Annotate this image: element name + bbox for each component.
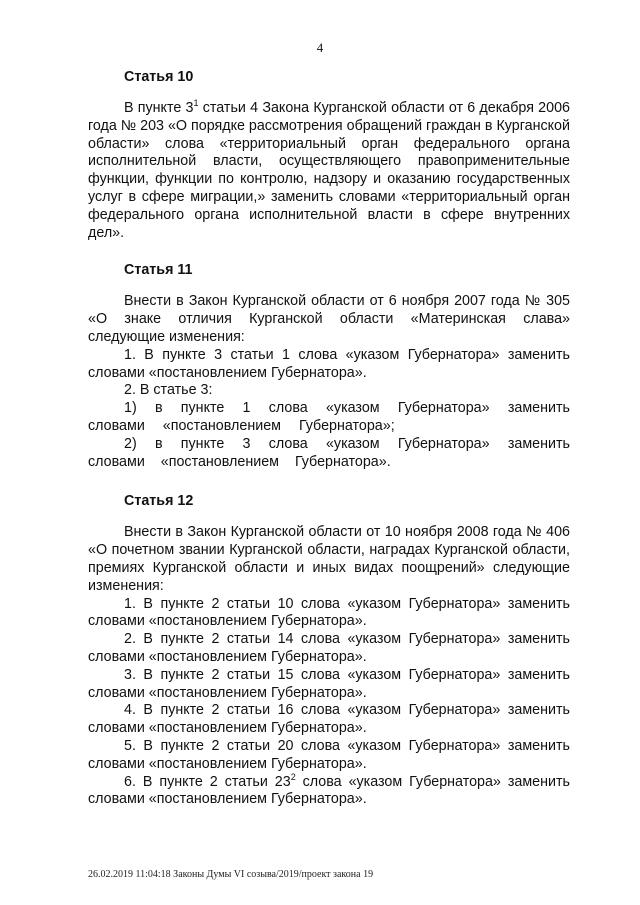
document-footer: 26.02.2019 11:04:18 Законы Думы VI созыва/2019/проект закона 19 (88, 869, 374, 880)
article-paragraph: Внести в Закон Курганской области от 10 ноября 2008 года № 406 «О почетном звании Курганской области, наградах Курганской области, премиях Курганской области и иных видах поощрений» следующие изменения: (88, 524, 570, 594)
article-heading: Статья 10 (124, 69, 194, 85)
article-paragraph: 2. В пункте 2 статьи 14 слова «указом Губернатора» заменить словами «постановлением Губернатора». (88, 631, 570, 665)
page-number: 4 (316, 40, 324, 55)
article-heading: Статья 11 (124, 262, 193, 279)
article-10 (88, 69, 570, 242)
article-paragraph: 4. В пункте 2 статьи 16 слова «указом Губернатора» заменить словами «постановлением Губернатора». (88, 702, 570, 737)
article-paragraph (88, 100, 570, 242)
article-paragraph: 5. В пункте 2 статьи 20 слова «указом Губернатора» заменить словами «постановлением Губернатора». (88, 737, 570, 772)
paragraph-text: статьи 4 Закона Курганской области от 6 декабря 2006 года № 203 «О порядке рассмотрения обращений граждан в Курганской области» слова «территориальный орган федерального органа исполнительной власти, осуществляющего правоприменительные функции, функции по контролю, надзору и оказанию государственных услуг в сфере миграции,» заменить словами «территориальный орган федерального органа исполнительной власти в сфере внутренних дел». (88, 100, 570, 241)
article-paragraph (88, 771, 570, 810)
superscript: 2 (290, 771, 296, 782)
article-11 (88, 262, 570, 471)
paragraph-text: В пункте 3 (124, 100, 194, 116)
paragraph-text: 6. В пункте 2 статьи 23 (124, 773, 291, 790)
article-paragraph: 2) в пункте 3 слова «указом Губернатора» заменить словами «постановлением Губернатора». (88, 435, 570, 470)
article-paragraph: 3. В пункте 2 статьи 15 слова «указом Губернатора» заменить словами «постановлением Губернатора». (88, 666, 570, 701)
article-heading: Статья 12 (124, 493, 194, 510)
article-paragraph: Внести в Закон Курганской области от 6 ноября 2007 года № 305 «О знаке отличия Курганской области «Материнская слава» следующие изменения: (88, 293, 570, 345)
paragraph-text: слова «указом Губернатора» заменить словами «постановлением Губернатора». (88, 773, 570, 808)
article-12 (88, 493, 570, 809)
article-paragraph: 1. В пункте 3 статьи 1 слова «указом Губернатора» заменить словами «постановлением Губернатора». (88, 346, 570, 381)
article-paragraph: 2. В статье 3: (124, 382, 213, 399)
document-body (88, 69, 570, 809)
article-paragraph: 1) в пункте 1 слова «указом Губернатора» заменить словами «постановлением Губернатора»; (88, 400, 570, 434)
article-paragraph: 1. В пункте 2 статьи 10 слова «указом Губернатора» заменить словами «постановлением Губернатора». (88, 595, 570, 630)
superscript: 1 (193, 98, 199, 108)
